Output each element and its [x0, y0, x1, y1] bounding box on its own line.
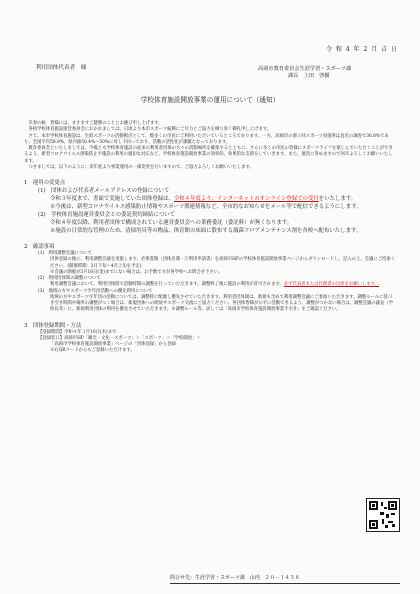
subsection-heading: (2) 利用団体間の調整について — [38, 276, 101, 281]
intro-paragraph: つきましては、以下のように、来年度より事業運用の一部変更を行いますので、ご協力よろしくお願いいたします。 — [28, 164, 254, 170]
subsection-text — [24, 282, 396, 288]
note-text: ※施設の日常的な管理のため、清掃用具等の物品、体育館の床面に散布する滅菌フロアメンテナンス剤を各校へ配布いたします。 — [50, 228, 362, 234]
document-title: 学校体育施設開放事業の運用について（通知） — [140, 96, 280, 104]
subsection-text: 地域の方やスポーツ少年団の活動については、調整時に配慮し優先させていただきます。利用者団体間は、新規も含めて利用調整会議にご参加いただきます。調整ルールに基づき空き時間や場所の調整がつく場合は、新規団体への開放やスポーツ交流にご協力ください。各団体皆様が公平に活動できるよう、調整がつかない場合は、調整会議の議長（学校長等）に、新規利用団体の利用を優先させていただきます。※調整ルール等、詳しくは「高岡市学校体育施設開放事業手引き」をご確認ください。 — [50, 294, 393, 313]
intro-paragraph: 各校学校体育施設運営委員会におかれましては、日頃より本市スポーツ振興にご尽力とご協力を賜り厚く御礼申し上げます。 — [28, 127, 272, 133]
contact-info: 問合せ先：生涯学習・スポーツ課 山内 ２０－１４５８ — [170, 575, 400, 584]
qr-code-icon[interactable] — [366, 498, 400, 532]
note-text: ※会議の開催が3月16日(金)までにない場合は、お手数ですが各学校へお問合せ下さい。 — [50, 269, 223, 275]
subsection-heading: (2) 学校体育施設運営委員会との委託契約締結について — [38, 212, 175, 218]
text-fragment: をいたします。 — [318, 196, 357, 202]
subsection-heading: (1) 利用調整会議について — [38, 251, 92, 256]
section-heading: 2 確認事項 — [24, 244, 55, 250]
intro-paragraph: 早春の候 皆様には、ますますご健勝のこととお慶び申し上げます。 — [28, 121, 163, 126]
highlight-text: 令和４年度より、インターネットのオンライン登録での受付 — [173, 196, 319, 202]
text-fragment: 令和３年度まで、書面で実施していた団体登録は、 — [50, 196, 174, 202]
subsection-text — [24, 195, 396, 203]
registration-method: 「高岡市学校体育施設開放事業」ページの「団体登録」から登録 — [50, 342, 176, 347]
subsection-text: 令和４年度以降、利用者団体で構成されている運営委員会への業務委託（委託料）が無くなります。 — [50, 220, 293, 226]
subsection-heading: (3) 地域の方やスポーツ少年団活動への優先利用について — [38, 288, 153, 294]
intro-paragraph: 教育委員会といたしましては、今後とも学校体育施設の従来の利用者団体の方々の活動場所を確保するとともに、さらに多くの市民の皆様にスポーツライフを楽しんでいただくことができるよう、新型コロナウイルス感染防止や施設の利用の適切な対応など、学校体育施設開放事業の効率的、効果的な支援をしていきます。また、運営に努めますので何卒よろしくお願いいたします。 — [24, 146, 393, 164]
issue-date: 令 和 4 年 2 月 吉 日 — [326, 46, 398, 53]
registration-note: ※右QRコードからもご登録いただけます。 — [50, 348, 135, 354]
highlight-text: 必ず代表者または代理者の出席をお願いします。 — [283, 282, 379, 288]
subsection-heading: (1) 団体および代表者メールアドレスの登録について — [38, 188, 170, 194]
note-text: ※今後は、新型コロナウイルス感染防止情報やスポーツ関連情報など、全市的なお知らせをメール等で配信できるようにします。 — [50, 204, 362, 210]
sender-block — [258, 66, 408, 81]
document-body — [24, 121, 396, 355]
text-fragment: 利用調整会議において、利用団体間で活動時間の調整を行っていただきます。調整終了後に施設の利用が許可されます。 — [50, 282, 284, 288]
sender-department: 高岡市教育委員会生涯学習・スポーツ課 — [258, 66, 352, 72]
intro-paragraph: さて、本市学校体育施設は、生涯スポーツの活動拠点として、数多くの市民にご利用いただいているところであります。一方、高岡市の週１回スポーツ実施率は直近の調査で36.8%であり、全国平均59.9%、県内値50.4%〜50%に対し下回っており、活動の活性化が課題となっております。 — [24, 133, 389, 145]
addressee: 利用団体代表者 様 — [36, 65, 87, 71]
registration-period: 【登録期間】令和４年３月10日(木)まで — [38, 329, 117, 335]
registration-method: 【登録窓口】高岡市HP「観光・文化・スポーツ」＞「スポーツ」＞「学校開放」＞ — [38, 335, 201, 341]
subsection-text: 団体登録の後に、利用調整会議を実施します。必要書類（団体名簿・①利用申請書）を高岡市HPの学校体育施設開放事業ページからダウンロードし、記入の上、会議にご持参ください。(開催時期：3月下旬〜4月上旬を予定) — [50, 257, 396, 269]
section-heading: 1 運用の変更点 — [24, 180, 66, 186]
sender-name: 課長 上田 啓樹 — [288, 73, 330, 80]
section-heading: 3 団体登録期間・方法 — [24, 322, 82, 329]
